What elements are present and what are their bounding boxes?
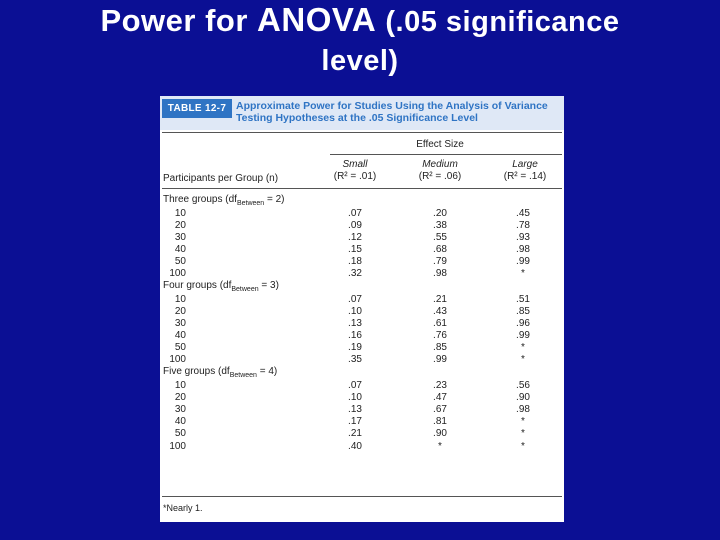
cell-n: 100 [169, 354, 186, 366]
cell-small: .13 [348, 318, 362, 329]
cell-small: .07 [348, 293, 362, 305]
table-row [160, 294, 564, 306]
title-part1: Power for [100, 3, 248, 38]
cell-large: .56 [516, 380, 530, 391]
cell-small: .35 [348, 354, 362, 366]
table-row [160, 354, 564, 366]
effect-size-label: Effect Size [416, 139, 464, 150]
cell-medium: .21 [433, 293, 447, 305]
cell-small: .40 [348, 440, 362, 452]
table-rule-header [162, 188, 562, 189]
group-label-sub: Between [231, 286, 259, 294]
group-label-text: Three groups (df [163, 194, 237, 205]
cell-large: .99 [516, 256, 530, 267]
table-row [160, 268, 564, 280]
cell-n: 30 [174, 318, 186, 329]
row-header: Participants per Group (n) [163, 173, 279, 184]
table-row [160, 256, 564, 268]
cell-small: .12 [348, 231, 362, 243]
cell-n: 50 [174, 256, 186, 267]
cell-n: 100 [169, 268, 186, 280]
cell-medium: .76 [433, 330, 447, 342]
cell-small: .07 [348, 207, 362, 219]
cell-large: .85 [516, 305, 530, 317]
table-row [160, 306, 564, 318]
col-large-r2: (R² = .14) [503, 171, 547, 182]
table-row [160, 392, 564, 404]
table-row [160, 220, 564, 232]
group-label-end: = 3) [258, 280, 279, 292]
cell-n: 10 [174, 380, 186, 391]
cell-large: .98 [516, 404, 530, 416]
cell-small: .07 [348, 380, 362, 391]
cell-large: .93 [516, 231, 530, 243]
cell-large: .90 [516, 392, 530, 404]
table-row [160, 441, 564, 453]
cell-medium: .98 [433, 268, 447, 280]
title-part2: ANOVA [257, 1, 377, 38]
cell-medium: .20 [433, 207, 447, 219]
cell-n: 20 [174, 219, 186, 231]
cell-medium: .67 [433, 404, 447, 416]
col-small-r2: (R² = .01) [333, 171, 377, 182]
cell-medium: .43 [433, 305, 447, 317]
table-rule-bottom [162, 496, 562, 497]
cell-medium: .47 [433, 392, 447, 404]
table-row [160, 404, 564, 416]
table-tag: TABLE 12-7 [162, 99, 232, 118]
power-table [160, 96, 564, 522]
group-label-end: = 2) [264, 194, 285, 205]
table-row [160, 244, 564, 256]
cell-small: .32 [348, 268, 362, 280]
cell-n: 10 [174, 293, 186, 305]
cell-n: 10 [174, 207, 186, 219]
cell-medium: .38 [433, 219, 447, 231]
cell-n: 40 [174, 416, 186, 428]
cell-small: .16 [348, 330, 362, 342]
cell-large: .98 [516, 243, 530, 255]
cell-n: 50 [174, 428, 186, 440]
cell-medium: * [438, 440, 442, 452]
group-label-text: Five groups (df [163, 366, 230, 378]
cell-large: * [521, 354, 525, 366]
cell-medium: .61 [433, 318, 447, 329]
cell-large: .51 [516, 293, 530, 305]
table-row [160, 330, 564, 342]
col-medium-r2: (R² = .06) [418, 171, 462, 182]
cell-medium: .68 [433, 243, 447, 255]
cell-n: 40 [174, 243, 186, 255]
cell-large: .99 [516, 330, 530, 342]
cell-n: 20 [174, 305, 186, 317]
table-row [160, 318, 564, 330]
cell-medium: .23 [433, 380, 447, 391]
group-label-sub: Between [229, 372, 257, 380]
cell-medium: .99 [433, 354, 447, 366]
table-footnote: *Nearly 1. [163, 503, 203, 513]
table-caption [236, 100, 556, 124]
cell-n: 30 [174, 231, 186, 243]
cell-large: * [521, 342, 525, 354]
cell-small: .19 [348, 342, 362, 354]
cell-large: * [521, 268, 525, 280]
group-label-sub: Between [236, 200, 265, 207]
cell-large: .45 [516, 207, 530, 219]
col-small-name: Small [342, 159, 368, 170]
cell-medium: .81 [433, 416, 447, 428]
cell-medium: .79 [433, 256, 447, 267]
cell-small: .21 [348, 428, 362, 440]
cell-n: 20 [174, 392, 186, 404]
cell-large: * [521, 428, 525, 440]
cell-medium: .90 [433, 428, 447, 440]
title-part3: (.05 significance [385, 6, 620, 38]
table-caption-line1: Approximate Power for Studies Using the Analysis of Variance [236, 100, 548, 112]
table-row [160, 380, 564, 392]
cell-small: .15 [348, 243, 362, 255]
cell-small: .10 [348, 305, 362, 317]
table-caption-line2: Testing Hypotheses at the .05 Significance Level [236, 112, 478, 124]
cell-small: .13 [348, 404, 362, 416]
slide-title-line2: level) [321, 45, 399, 77]
cell-large: .78 [516, 219, 530, 231]
group-label-text: Four groups (df [163, 280, 232, 292]
cell-small: .10 [348, 392, 362, 404]
slide-title [0, 0, 720, 81]
slide-title-line1 [0, 0, 720, 42]
table-row [160, 428, 564, 440]
cell-medium: .85 [433, 342, 447, 354]
table-row [160, 208, 564, 220]
col-medium-name: Medium [422, 159, 458, 170]
col-large-name: Large [512, 159, 538, 170]
cell-n: 30 [174, 404, 186, 416]
cell-medium: .55 [433, 231, 447, 243]
group-label-end: = 4) [256, 366, 278, 378]
table-row [160, 416, 564, 428]
cell-n: 50 [174, 342, 186, 354]
cell-large: * [521, 416, 525, 428]
cell-n: 100 [169, 440, 186, 452]
cell-small: .17 [348, 416, 362, 428]
effect-size-rule [330, 154, 562, 155]
cell-large: * [521, 440, 525, 452]
table-row [160, 342, 564, 354]
cell-small: .09 [348, 219, 362, 231]
cell-small: .18 [348, 256, 362, 267]
table-header-band [160, 96, 564, 130]
table-row [160, 232, 564, 244]
cell-n: 40 [174, 330, 186, 342]
table-rule-top [162, 132, 562, 133]
cell-large: .96 [516, 318, 530, 329]
